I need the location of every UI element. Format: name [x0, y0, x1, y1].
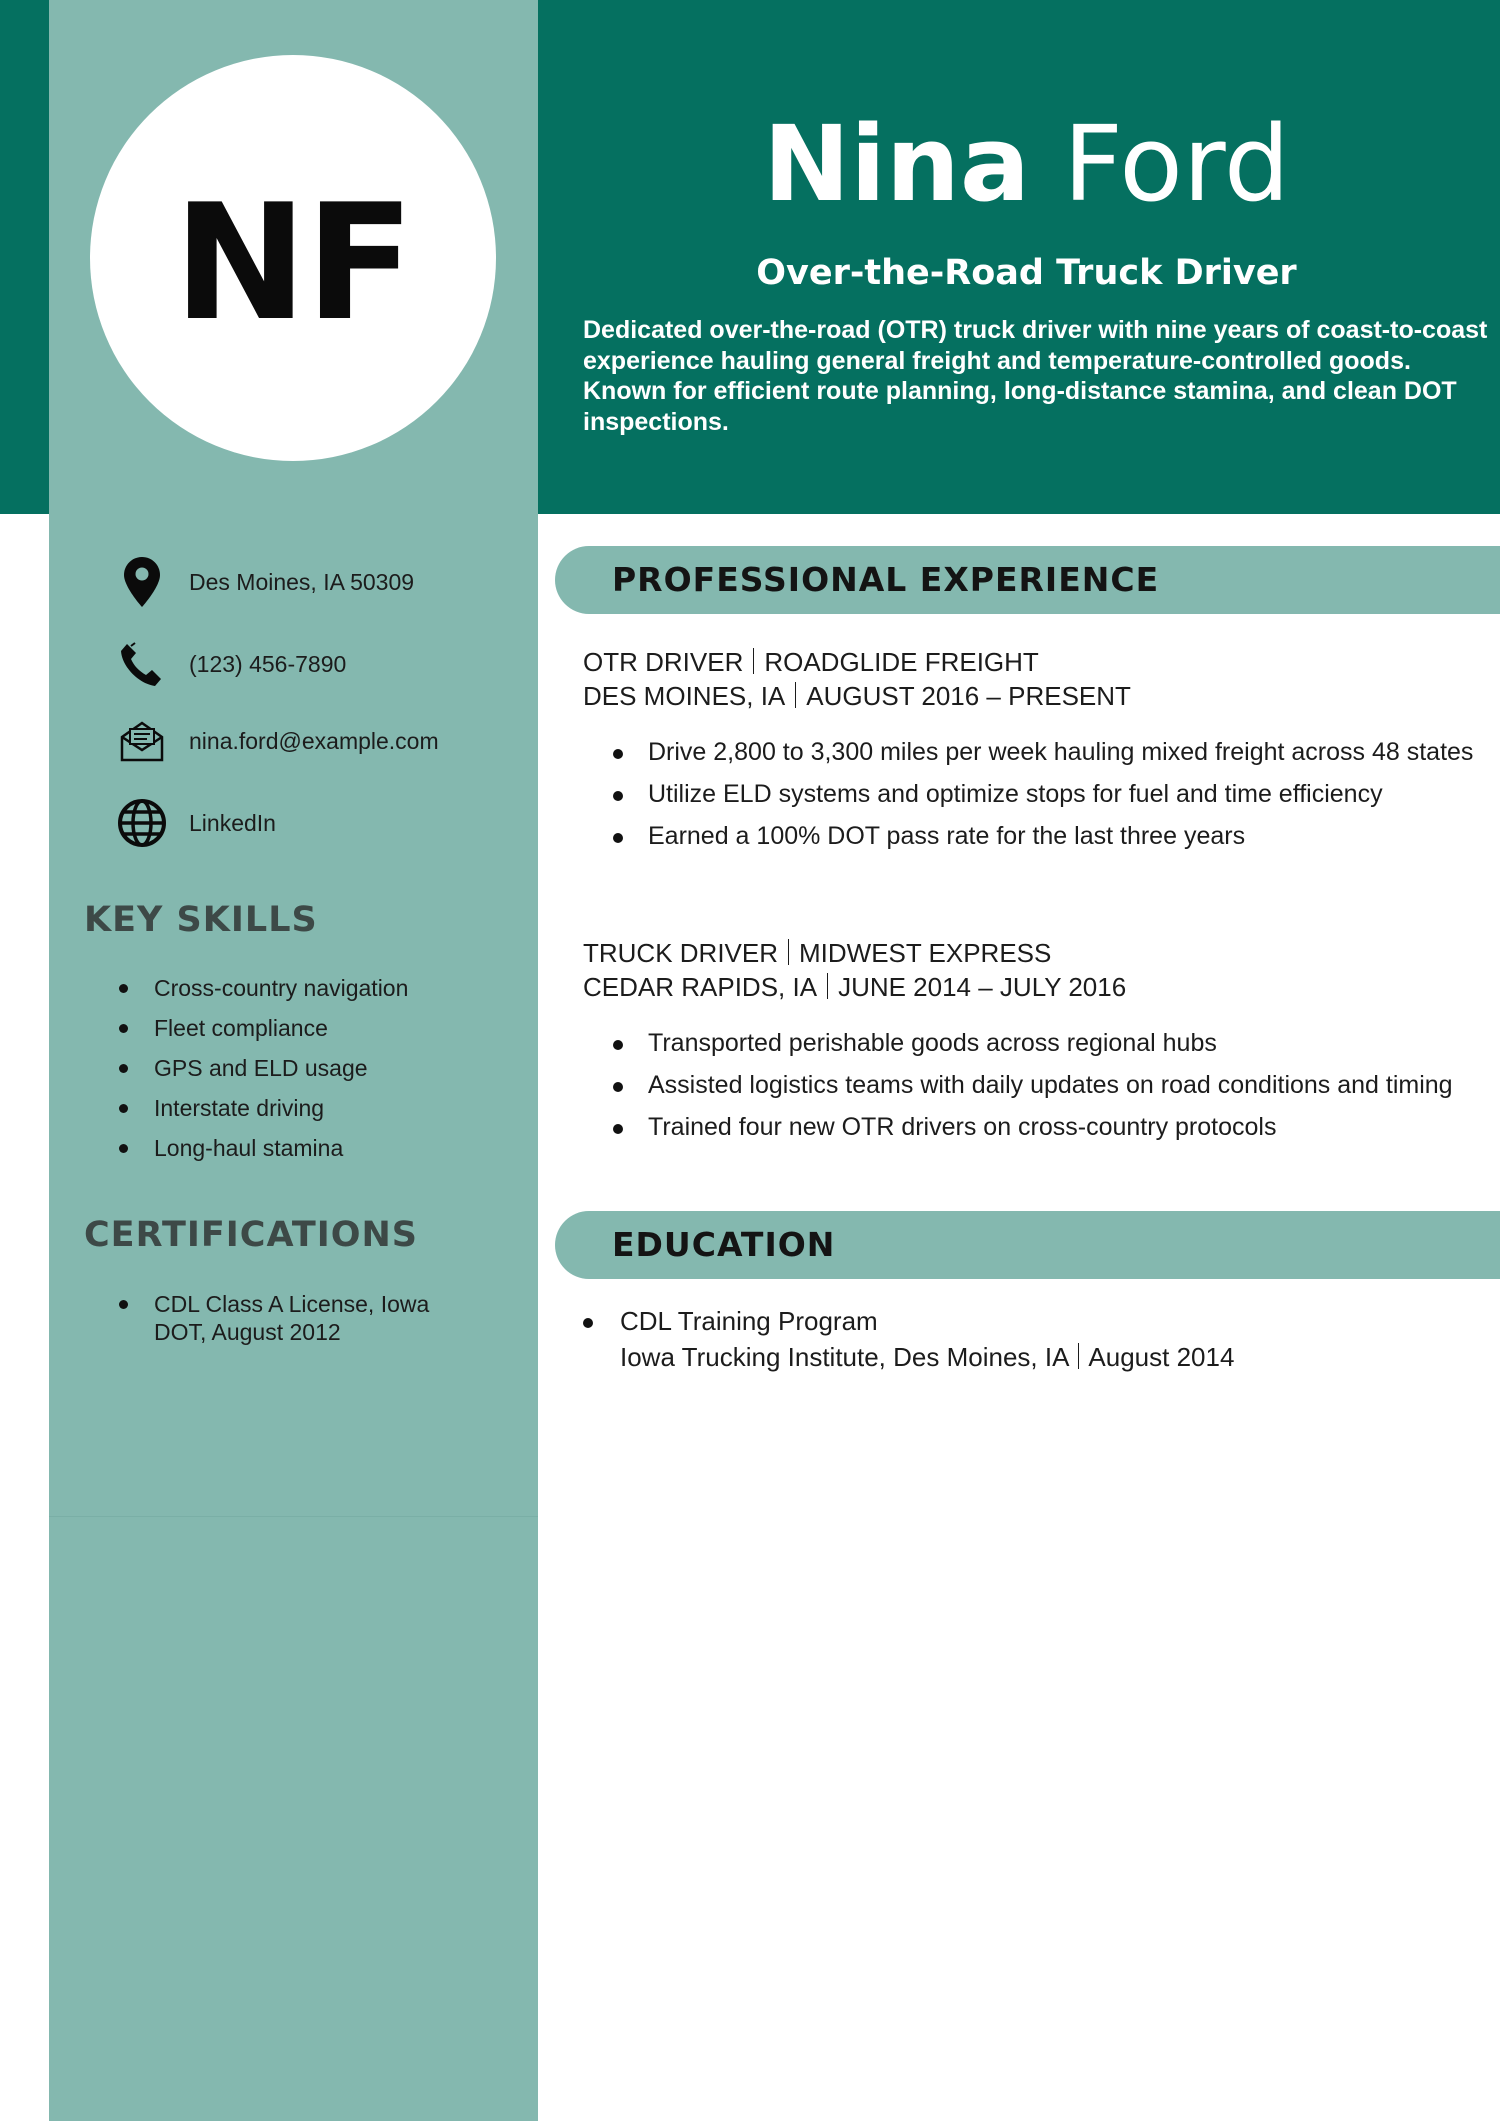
job-location: DES MOINES, IA — [583, 681, 786, 711]
candidate-name — [538, 103, 1500, 225]
education-heading: EDUCATION — [612, 1225, 836, 1264]
skills-list — [84, 974, 504, 1162]
job-title-line — [583, 645, 1131, 679]
certifications-heading: CERTIFICATIONS — [84, 1215, 419, 1255]
job-role: OTR DRIVER — [583, 647, 744, 677]
job-company: ROADGLIDE FREIGHT — [764, 647, 1039, 677]
job-dates: AUGUST 2016 – PRESENT — [806, 681, 1131, 711]
job-meta-line — [583, 679, 1131, 713]
linkedin-link[interactable]: LinkedIn — [189, 809, 276, 836]
job-header — [583, 936, 1126, 1004]
skill-item: Long-haul stamina — [84, 1134, 504, 1162]
monogram-badge — [90, 55, 496, 461]
job-bullets — [583, 1028, 1483, 1154]
bullet-item: Earned a 100% DOT pass rate for the last three years — [583, 821, 1483, 852]
experience-section-bar — [555, 546, 1500, 614]
bullet-item: Trained four new OTR drivers on cross-country protocols — [583, 1112, 1483, 1143]
last-name: Ford — [1063, 103, 1290, 225]
globe-icon — [115, 796, 169, 850]
contact-linkedin — [115, 793, 276, 853]
bullet-item: Drive 2,800 to 3,300 miles per week hauling mixed freight across 48 states — [583, 737, 1483, 768]
phone-text[interactable]: (123) 456-7890 — [189, 650, 347, 677]
bullet-item: Transported perishable goods across regional hubs — [583, 1028, 1483, 1059]
email-link[interactable]: nina.ford@example.com — [189, 727, 439, 754]
header — [538, 0, 1500, 514]
skills-heading: KEY SKILLS — [84, 900, 318, 940]
sidebar-divider — [49, 1516, 538, 1517]
skill-item: Interstate driving — [84, 1094, 504, 1122]
contact-location — [115, 552, 414, 612]
location-text: Des Moines, IA 50309 — [189, 568, 415, 595]
bullet-dot — [583, 1318, 593, 1328]
contact-email — [115, 711, 439, 771]
education-section-bar — [555, 1211, 1500, 1279]
job-dates: JUNE 2014 – JULY 2016 — [838, 972, 1127, 1002]
separator — [753, 648, 754, 674]
separator — [827, 973, 828, 999]
job-title: Over-the-Road Truck Driver — [756, 253, 1297, 293]
separator — [788, 939, 789, 965]
certifications-list — [84, 1290, 484, 1346]
separator — [1078, 1343, 1079, 1369]
skill-item: Cross-country navigation — [84, 974, 504, 1002]
summary: Dedicated over-the-road (OTR) truck driver with nine years of coast-to-coast experience hauling general freight and temperature-controlled goods. Known for efficient route planning, long-distance stamina, and clean DOT inspections. — [583, 316, 1488, 436]
job-title-line — [583, 936, 1126, 970]
job-header — [583, 645, 1131, 713]
monogram-initials: NF — [173, 168, 413, 356]
bullet-item: Assisted logistics teams with daily updates on road conditions and timing — [583, 1070, 1483, 1101]
education-details — [583, 1339, 1483, 1375]
job-role: TRUCK DRIVER — [583, 938, 779, 968]
phone-icon — [115, 637, 169, 691]
education-school: Iowa Trucking Institute, Des Moines, IA — [620, 1342, 1070, 1372]
education-date: August 2014 — [1088, 1342, 1235, 1372]
job-company: MIDWEST EXPRESS — [799, 938, 1052, 968]
bullet-item: Utilize ELD systems and optimize stops for fuel and time efficiency — [583, 779, 1483, 810]
job-meta-line — [583, 970, 1126, 1004]
job-bullets — [583, 737, 1483, 863]
separator — [795, 682, 796, 708]
contact-phone — [115, 634, 346, 694]
education-program: CDL Training Program — [620, 1306, 878, 1336]
skill-item: GPS and ELD usage — [84, 1054, 504, 1082]
education-entry — [583, 1303, 1483, 1375]
first-name: Nina — [763, 103, 1031, 225]
job-location: CEDAR RAPIDS, IA — [583, 972, 818, 1002]
location-pin-icon — [115, 555, 169, 609]
skill-item: Fleet compliance — [84, 1014, 504, 1042]
certification-item: CDL Class A License, Iowa DOT, August 2012 — [84, 1290, 484, 1346]
experience-heading: PROFESSIONAL EXPERIENCE — [612, 560, 1160, 599]
mail-icon — [115, 714, 169, 768]
